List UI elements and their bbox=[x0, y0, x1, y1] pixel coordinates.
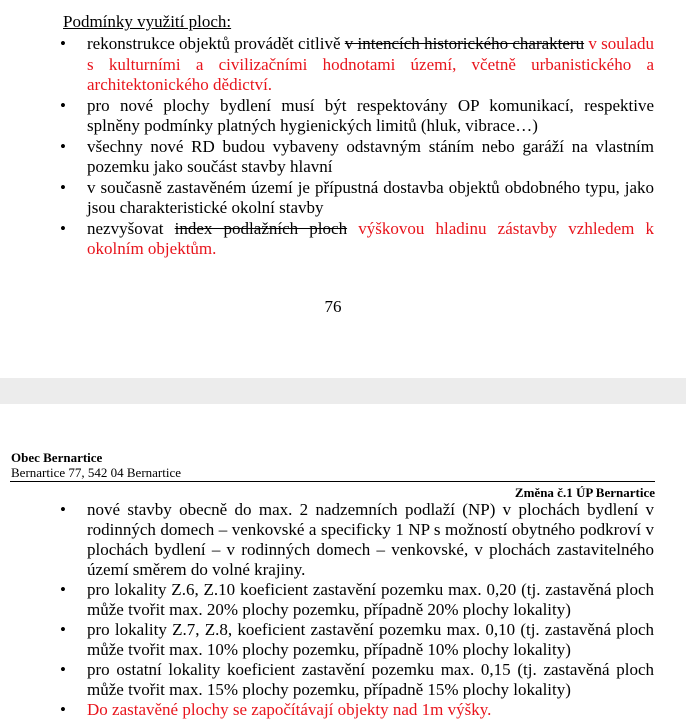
bullet-icon: • bbox=[60, 660, 66, 679]
list-item-text bbox=[87, 580, 654, 620]
bullet-icon: • bbox=[60, 95, 66, 115]
list-item-text bbox=[87, 178, 654, 219]
bullet-icon: • bbox=[60, 580, 66, 599]
body-text: pro lokality Z.7, Z.8, koeficient zastavění pozemku max. 0,10 (tj. zastavěná ploch může tvořit max. 10% plochy pozemku, případně 10% plochy lokality) bbox=[87, 620, 654, 659]
list-item bbox=[0, 178, 686, 219]
bullet-icon: • bbox=[60, 500, 66, 519]
page-number: 76 bbox=[324, 297, 342, 316]
body-text: pro nové plochy bydlení musí být respektovány OP komunikací, respektive splněny podmínky platných hygienických limitů (hluk, vibrace…) bbox=[87, 95, 654, 135]
body-text: všechny nové RD budou vybaveny odstavným stáním nebo garáží na vlastním pozemku jako součást stavby hlavní bbox=[87, 136, 654, 176]
body-text: pro ostatní lokality koeficient zastavění pozemku max. 0,15 (tj. zastavěná ploch může tvořit max. 15% plochy pozemku, případně 15% plochy lokality) bbox=[87, 660, 654, 699]
list-item-text bbox=[87, 96, 654, 137]
page-separator bbox=[0, 378, 686, 404]
list-item bbox=[0, 219, 686, 260]
header-address: Bernartice 77, 542 04 Bernartice bbox=[11, 465, 182, 480]
bullet-icon: • bbox=[60, 34, 66, 53]
conditions-list bbox=[0, 34, 686, 260]
list-item-text bbox=[87, 34, 654, 96]
body-text bbox=[347, 219, 358, 238]
header-document-title: Změna č.1 ÚP Bernartice bbox=[514, 485, 655, 500]
bullet-icon: • bbox=[60, 620, 66, 639]
header-rule bbox=[10, 481, 655, 482]
regulations-list bbox=[0, 500, 686, 720]
document-page-bottom bbox=[0, 404, 686, 720]
list-item-text bbox=[87, 660, 654, 700]
bullet-icon: • bbox=[60, 218, 66, 238]
list-item-text bbox=[87, 700, 654, 720]
amended-text: Do zastavěné plochy se započítávají objekty nad 1m výšky. bbox=[87, 700, 492, 719]
list-item bbox=[0, 137, 686, 178]
bullet-icon: • bbox=[60, 700, 66, 719]
list-item bbox=[0, 620, 686, 660]
body-text: nové stavby obecně do max. 2 nadzemních podlaží (NP) v plochách bydlení v rodinných domech – venkovské a specificky 1 NP s možností obytného podkroví v plochách bydlení – v rodinných domech – venkovské, v plochách zastavitelného území směrem do volné krajiny. bbox=[87, 500, 654, 579]
list-item bbox=[0, 500, 686, 580]
amended-text: výškovou hladinu zástavby vzhledem k okolním objektům. bbox=[87, 218, 655, 258]
list-item bbox=[0, 34, 686, 96]
list-item-text bbox=[87, 137, 654, 178]
body-text: v současně zastavěném území je přípustná dostavba objektů obdobného typu, jako jsou charakteristické okolní stavby bbox=[87, 177, 654, 217]
body-text: nezvyšovat bbox=[87, 218, 175, 238]
deleted-text: v intencích historického charakteru bbox=[344, 34, 585, 53]
amended-text: v souladu s kulturními a civilizačními hodnotami území, včetně urbanistického a architektonického dědictví. bbox=[87, 34, 655, 94]
body-text: pro lokality Z.6, Z.10 koeficient zastavění pozemku max. 0,20 (tj. zastavěná ploch může tvořit max. 20% plochy pozemku, případně 20% plochy lokality) bbox=[87, 580, 654, 619]
bullet-icon: • bbox=[60, 177, 66, 197]
list-item bbox=[0, 700, 686, 720]
list-item bbox=[0, 96, 686, 137]
body-text: rekonstrukce objektů provádět citlivě bbox=[87, 34, 345, 53]
bullet-icon: • bbox=[60, 136, 66, 156]
list-item-text bbox=[87, 500, 654, 580]
list-item bbox=[0, 580, 686, 620]
list-item bbox=[0, 660, 686, 700]
list-item-text bbox=[87, 219, 654, 260]
deleted-text: index podlažních ploch bbox=[174, 218, 348, 238]
section-heading: Podmínky využití ploch: bbox=[63, 12, 232, 31]
header-organization: Obec Bernartice bbox=[11, 450, 103, 465]
list-item-text bbox=[87, 620, 654, 660]
